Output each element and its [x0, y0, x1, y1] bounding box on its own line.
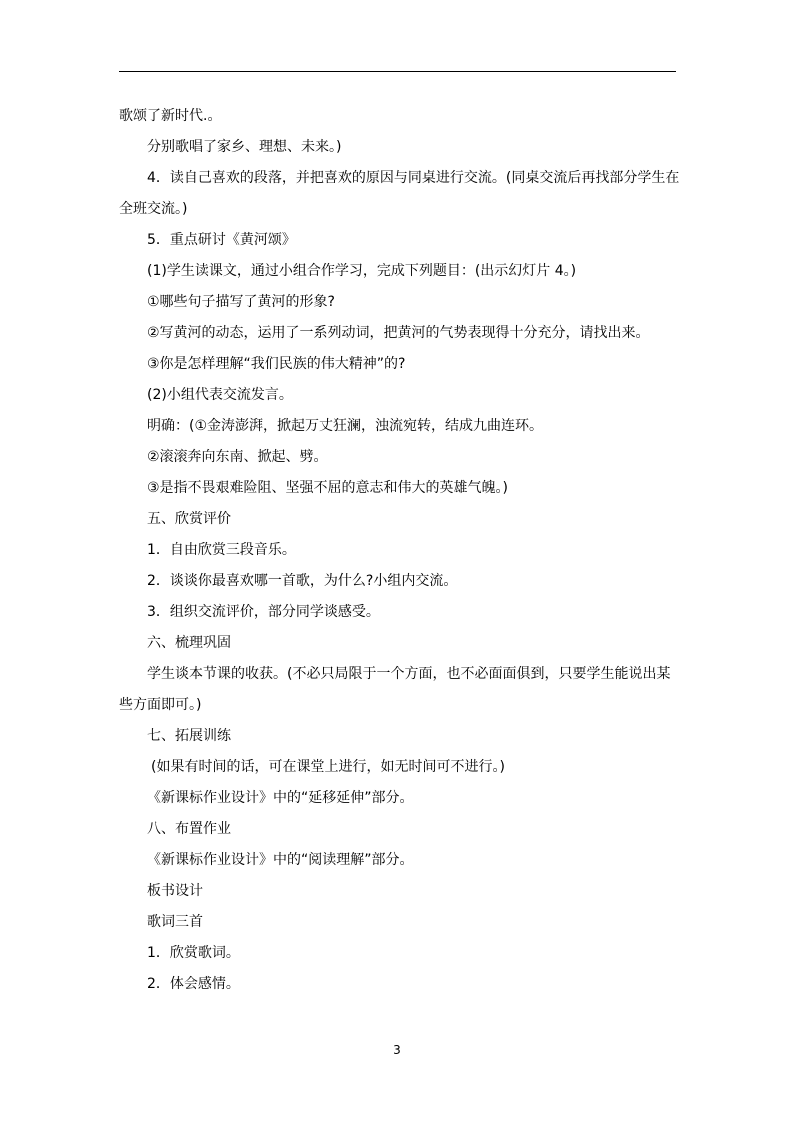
text-line: 歌词三首 — [147, 914, 203, 930]
text-line: 全班交流。) — [119, 201, 188, 217]
text-line: ②滚滚奔向东南、掀起、劈。 — [147, 449, 328, 465]
text-line: 4．读自己喜欢的段落，并把喜欢的原因与同桌进行交流。(同桌交流后再找部分学生在 — [147, 170, 680, 186]
text-line: 2．谈谈你最喜欢哪一首歌，为什么?小组内交流。 — [147, 573, 458, 589]
text-line: 歌颂了新时代.。 — [119, 108, 222, 124]
header-rule — [119, 71, 676, 72]
text-line: 明确：(①金涛澎湃，掀起万丈狂澜，浊流宛转，结成九曲连环。 — [147, 418, 544, 434]
text-line: 1．自由欣赏三段音乐。 — [147, 542, 296, 558]
section-heading: 六、梳理巩固 — [147, 635, 231, 651]
text-line: 板书设计 — [147, 883, 203, 899]
text-line: ③你是怎样理解“我们民族的伟大精神”的? — [147, 356, 406, 372]
section-heading: 五、欣赏评价 — [147, 511, 231, 527]
text-line: 5．重点研讨《黄河颂》 — [147, 232, 296, 248]
document-body — [119, 101, 679, 1000]
section-heading: 七、拓展训练 — [147, 728, 231, 744]
text-line: (如果有时间的话，可在课堂上进行，如无时间可不进行。) — [151, 759, 505, 775]
text-line: 1．欣赏歌词。 — [147, 945, 240, 961]
text-line: 些方面即可。) — [119, 697, 202, 713]
text-line: ③是指不畏艰难险阻、坚强不屈的意志和伟大的英雄气魄。) — [147, 480, 509, 496]
page-number: 3 — [393, 1043, 401, 1057]
text-line: (1)学生读课文，通过小组合作学习，完成下列题目：(出示幻灯片 4。) — [147, 263, 577, 279]
text-line: 分别歌唱了家乡、理想、未来。) — [147, 139, 342, 155]
section-heading: 八、布置作业 — [147, 821, 231, 837]
text-line: ①哪些句子描写了黄河的形象? — [147, 294, 335, 310]
text-line: (2)小组代表交流发言。 — [147, 387, 293, 403]
text-line: ②写黄河的动态，运用了一系列动词，把黄河的气势表现得十分充分，请找出来。 — [147, 325, 650, 341]
text-line: 3．组织交流评价，部分同学谈感受。 — [147, 604, 380, 620]
text-line: 2．体会感情。 — [147, 976, 240, 992]
text-line: 《新课标作业设计》中的“阅读理解”部分。 — [147, 852, 414, 868]
text-line: 学生谈本节课的收获。(不必只局限于一个方面，也不必面面俱到，只要学生能说出某 — [147, 666, 671, 682]
text-line: 《新课标作业设计》中的“延移延伸”部分。 — [147, 790, 414, 806]
